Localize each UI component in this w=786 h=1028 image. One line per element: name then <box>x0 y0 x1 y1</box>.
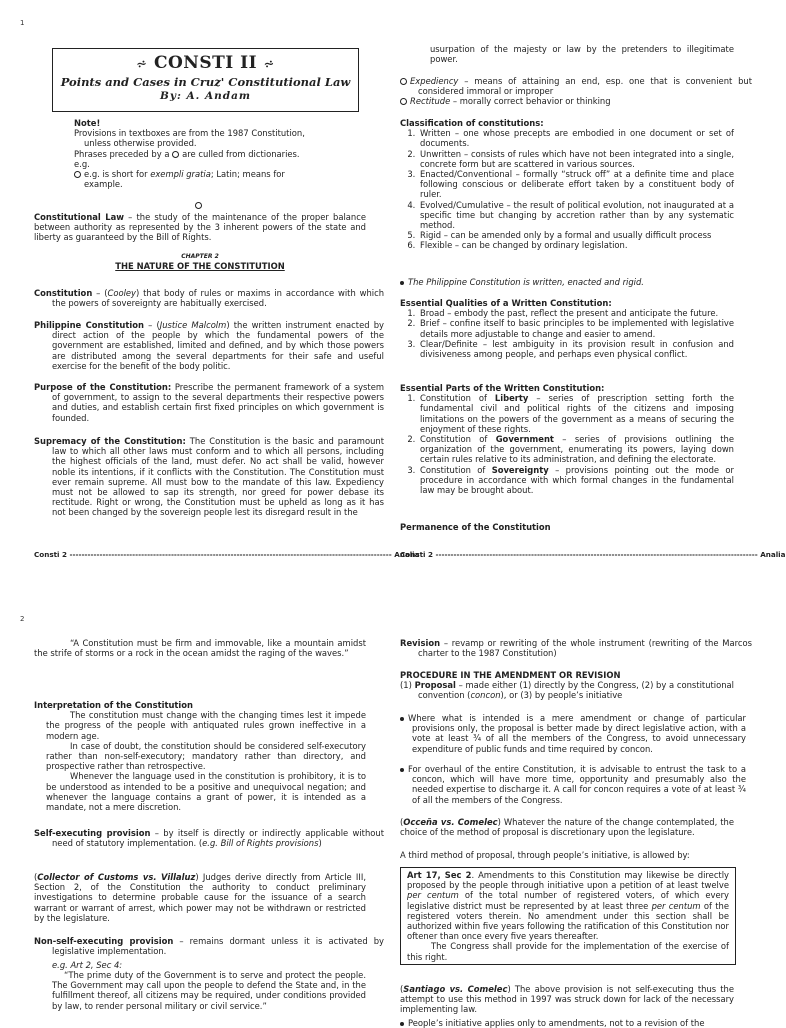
self-executing-definition: Self-executing provision – by itself is directly or indirectly applicable without need of statutory implementation. (e.g. Bill of Rights provisions) <box>34 828 384 849</box>
classification-section <box>400 118 734 251</box>
bullet-paragraph: For overhaul of the entire Constitution, it is advisable to entrust the task to a concon, which will have more time, opportunity and presumably also the needed expertise to discharge it. A call for concon requires a vote of at least ¾ of all the members of the Congress. <box>400 764 746 805</box>
note-line: unless otherwise provided. <box>84 138 197 149</box>
circle-bullet-icon <box>400 98 407 105</box>
classification-heading: Classification of constitutions: <box>400 118 544 128</box>
note-block <box>74 118 364 189</box>
philippine-constitution-definition: Philippine Constitution – (Justice Malcolm) the written instrument enacted by direct action of the people by which the fundamental powers of the government are established, limited and defined, and by which those powers are distributed among the several departments for their safe and useful exercise for the benefit of the body politic. <box>34 320 384 371</box>
list-item: 3. Constitution of Sovereignty – provisions pointing out the mode or procedure in accordance with which formal changes in the fundamental law may be brought about. <box>418 465 734 496</box>
note-eg-item: e.g. is short for exempli gratia; Latin; means for <box>74 169 364 179</box>
circle-bullet-icon <box>74 171 81 178</box>
philippine-note: The Philippine Constitution is written, enacted and rigid. <box>400 277 734 287</box>
occena-case: (Occeña vs. Comelec) Whatever the nature of the change contemplated, the choice of the method of proposal is discretionary upon the legislature. <box>400 817 734 838</box>
article-17-textbox: Art 17, Sec 2. Amendments to this Constitution may likewise be directly proposed by the people through initiative upon a petition of at least twelve per centum of the total number of registered voters, of which every legislative district must be represented by at least three per centum of the registered voters therein. No amendment under this section shall be authorized within five years following the ratification of this Constitution nor oftener than once every five years thereafter. The Congress shall provide for the implementation of the exercise of this right. <box>400 867 736 965</box>
note-line: Phrases preceded by a are culled from dictionaries. <box>74 148 300 159</box>
article-quote: “The prime duty of the Government is to serve and protect the people. The Government may call upon the people to defend the State and, in the fulfillment thereof, all citizens may be required, under conditions provided by law, to render personal military or civil service.” <box>52 970 366 1011</box>
quote-paragraph: “A Constitution must be firm and immovable, like a mountain amidst the strife of storms or a rock in the ocean amidst the raging of the waves.” <box>34 638 366 659</box>
procedure-section <box>400 670 734 701</box>
example-label: e.g. Art 2, Sec 4: <box>52 960 123 970</box>
proposal-item: (1) Proposal – made either (1) directly by the Congress, (2) by a constitutional convention (concon), or (3) by people’s initiative <box>400 680 735 701</box>
bullet-icon <box>400 281 404 285</box>
supremacy-paragraph: Supremacy of the Constitution: The Constitution is the basic and paramount law to which all other laws must conform and to which all persons, including the highest officials of the land, must defer. No act shall be valid, however noble its intentions, if it conflicts with the Constitution. The Constitution must ever remain supreme. All must bow to the mandate of this law. Expediency must not be allowed to sap its strength, nor greed for power debase its rectitude. Right or wrong, the Constitution must be upheld as long as it has not been changed by the sovereign people lest its disregard result in the <box>34 436 384 518</box>
list-item: 5. Rigid – can be amended only by a formal and usually difficult process <box>418 230 734 240</box>
parts-section <box>400 383 734 495</box>
note-heading: Note! <box>74 118 101 128</box>
rectitude-definition: Rectitude – morally correct behavior or thinking <box>400 96 734 106</box>
list-item: 2. Constitution of Government – series of provisions outlining the organization of the government, enumerating its powers, laying down certain rules relative to its administration, and defining the electorate. <box>418 434 734 465</box>
note-eg: e.g. <box>74 158 90 169</box>
note-line: example. <box>84 179 123 190</box>
paragraph: Whenever the language used in the constitution is prohibitory, it is to be understood as intended to be a positive and unequivocal negation; and whenever the language contains a grant of power, it is intended as a mandate, not a mere discretion. <box>46 771 366 813</box>
circle-separator-icon <box>195 200 205 210</box>
qualities-section <box>400 298 734 359</box>
bullet-paragraph: Where what is intended is a mere amendment or change of particular provisions only, the proposal is better made by direct legislative action, with a vote at least ¾ of all the members of the Congress, to avoid unnecessary expenditure of public funds and time required by concon. <box>400 713 746 754</box>
bullet-icon <box>400 717 404 721</box>
constitutional-law-definition: Constitutional Law – the study of the maintenance of the proper balance between authority as represented by the 3 inherent powers of the state and liberty as guaranteed by the Bill of Rights. <box>34 212 366 243</box>
list-item: 1. Broad – embody the past, reflect the present and anticipate the future. <box>418 308 734 318</box>
ornament-left-icon: ⩫ <box>136 57 148 72</box>
circle-bullet-icon <box>400 78 407 85</box>
qualities-list <box>400 308 734 359</box>
chapter-heading: CHAPTER 2 THE NATURE OF THE CONSTITUTION <box>115 253 285 271</box>
expediency-definition: Expediency – means of attaining an end, esp. one that is convenient but considered immoral or improper <box>400 76 752 96</box>
ornament-right-icon: ⩫ <box>263 57 275 72</box>
collector-case: (Collector of Customs vs. Villaluz) Judges derive directly from Article III, Section 2, of the Constitution the authority to conduct preliminary investigations to determine probable cause for the issuance of a search warrant or warrant of arrest, which power may not be withdrawn or restricted by the legislature. <box>34 872 367 923</box>
title-box <box>52 48 359 112</box>
interpretation-heading: Interpretation of the Constitution <box>34 700 194 710</box>
page-number: 1 <box>20 19 25 27</box>
list-item: 3. Enacted/Conventional – formally “struck off” at a definite time and place following conscious or deliberate effort taken by a constituent body of ruler. <box>418 169 734 200</box>
continued-text: usurpation of the majesty or law by the pretenders to illegitimate power. <box>430 44 734 65</box>
purpose-paragraph: Purpose of the Constitution: Prescribe the permanent framework of a system of government, to assign to the several departments their respective powers and duties, and establish certain first fixed principles on which government is founded. <box>34 382 385 423</box>
list-item: 1. Written – one whose precepts are embodied in one document or set of documents. <box>418 128 734 148</box>
bullet-icon <box>400 768 404 772</box>
circle-bullet-icon <box>172 151 179 158</box>
non-self-executing-definition: Non-self-executing provision – remains dormant unless it is activated by legislative implementation. <box>34 936 384 957</box>
parts-heading: Essential Parts of the Written Constitution: <box>400 383 605 393</box>
list-item: 1. Constitution of Liberty – series of prescription setting forth the fundamental civil and political rights of the citizens and imposing limitations on the powers of the government as a means of securing the enjoyment of these rights. <box>418 393 734 434</box>
list-item: 4. Evolved/Cumulative – the result of political evolution, not inaugurated at a specific time but changing by accretion rather than by any systematic method. <box>418 200 734 231</box>
constitution-definition: Constitution – (Cooley) that body of rules or maxims in accordance with which the powers of sovereignty are habitually exercised. <box>34 288 385 309</box>
list-item: 2. Brief – confine itself to basic principles to be implemented with legislative details more adjustable to change and easier to amend. <box>418 318 734 338</box>
paragraph: In case of doubt, the constitution should be considered self-executory rather than non-self-executory; mandatory rather than directory, and prospective rather than retrospective. <box>46 740 366 772</box>
list-item: 3. Clear/Definite – lest ambiguity in its provision result in confusion and divisiveness among people, and perhaps even physical conflict. <box>418 339 734 359</box>
byline: By: A. Andam <box>159 90 251 102</box>
santiago-case: (Santiago vs. Comelec) The above provision is not self-executing thus the attempt to use this method in 1997 was struck down for lack of the necessary implementing law. <box>400 984 735 1015</box>
third-method-line: A third method of proposal, through people’s initiative, is allowed by: <box>400 850 690 860</box>
interpretation-section <box>34 700 366 812</box>
classification-list <box>400 128 734 250</box>
document-subtitle: Points and Cases in Cruz' Constitutional Law <box>60 75 351 89</box>
permanence-heading: Permanence of the Constitution <box>400 522 551 532</box>
list-item: 2. Unwritten – consists of rules which have not been integrated into a single, concrete form but are scattered in various sources. <box>418 149 734 169</box>
bullet-icon <box>400 1022 404 1026</box>
footer-left: Consti 2 ------------------------------------------------------------------------------------------------------------ Analia <box>34 550 420 559</box>
page-2 <box>0 600 768 1028</box>
bullet-paragraph: People’s initiative applies only to amendments, not to a revision of the <box>400 1018 734 1028</box>
procedure-heading: PROCEDURE IN THE AMENDMENT OR REVISION <box>400 670 621 680</box>
parts-list <box>400 393 734 495</box>
revision-definition: Revision – revamp or rewriting of the whole instrument (rewriting of the Marcos charter to the 1987 Constitution) <box>400 638 752 659</box>
footer-right: Consti 2 ------------------------------------------------------------------------------------------------------------ Analia <box>400 550 786 559</box>
paragraph: The constitution must change with the changing times lest it impede the progress of the people with antiquated rules grown ineffective in a modern age. <box>46 710 366 741</box>
qualities-heading: Essential Qualities of a Written Constitution: <box>400 298 612 308</box>
document-title: ⩫ CONSTI II ⩫ <box>136 53 275 73</box>
note-line: Provisions in textboxes are from the 1987 Constitution, <box>74 128 305 139</box>
page-number: 2 <box>20 615 25 623</box>
list-item: 6. Flexible – can be changed by ordinary legislation. <box>418 240 734 250</box>
